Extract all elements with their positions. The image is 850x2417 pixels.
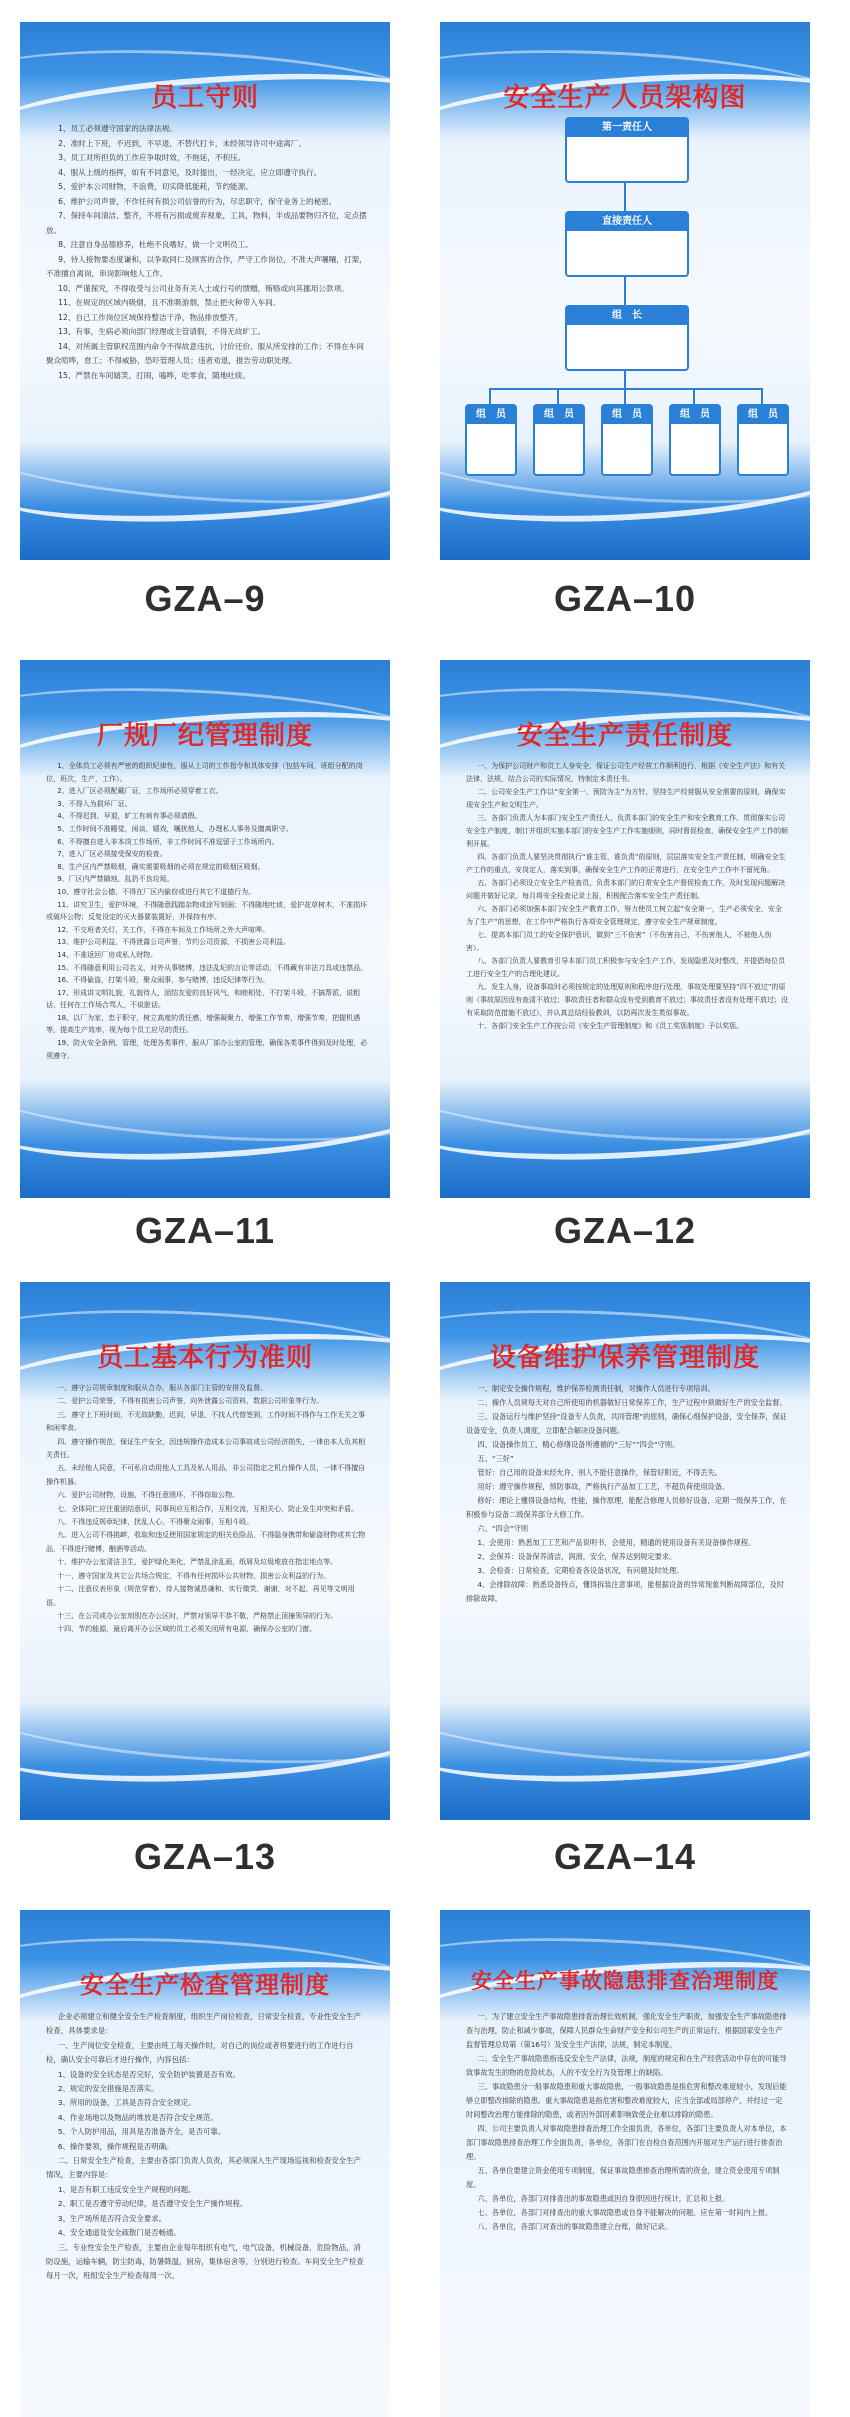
board-code: GZA–9 [144, 578, 266, 619]
org-box-level2 [565, 211, 689, 277]
org-label: 第一责任人 [567, 119, 687, 137]
body-paragraph: 五、各单位要建立资金使用专项制度，保证事故隐患排查治理所需的资金，建立资金使用专项制度。 [466, 2166, 780, 2189]
body-paragraph: 5、爱护本公司财物，不浪费，切实降低能耗，节约能源。 [58, 182, 253, 191]
body-paragraph: 4、作业场地以及物品的堆放是否符合安全规范。 [57, 2112, 218, 2122]
body-paragraph: 三、遵守上下班时间，不无故缺勤，迟到，早退，不找人代替签到，工作时间不得作与工作无关之事和闲零食。 [46, 1410, 366, 1433]
body-paragraph: 16、不得偷盗，打架斗殴，聚众闹事，参与赌博，违反纪律等行为。 [57, 976, 270, 985]
body-paragraph: 1、会使用：熟悉加工工艺和产品说明书，会使用，精通的使用设备有关设备操作规程。 [477, 1538, 756, 1547]
org-label: 组 员 [671, 406, 719, 424]
board-code: GZA–12 [553, 1210, 697, 1251]
board-code: GZA–10 [553, 578, 697, 619]
board-body [466, 1382, 788, 1750]
board-title: 安全生产检查管理制度 [80, 1971, 330, 1999]
body-paragraph: 企业必须建立和健全安全生产检查制度，组织生产岗位检查，日常安全检查，专业性安全生产检查，具体要求是： [46, 2012, 361, 2036]
body-paragraph: 十、各部门安全生产工作按公司《安全生产管理制度》和《员工奖惩制度》予以奖惩。 [477, 1022, 744, 1030]
body-paragraph: 2、规定的安全措施是否落实。 [57, 2084, 159, 2094]
body-paragraph: 六、“四会”守则 [477, 1524, 529, 1533]
body-paragraph: 2、准时上下班，不迟到，不早退，不替代打卡，未经领导许可中途离厂。 [58, 138, 306, 148]
body-paragraph: 7、保持车间清洁、整齐，不将有污损或废弃视象，工具，物料，半成品要物归齐位，定点摆放。 [46, 211, 367, 235]
body-paragraph: 15、不得随意利用公司名义，对外从事赌博，违法乱纪的言论等活动，不得藏有非法刀具或违禁品。 [57, 963, 368, 972]
body-paragraph: 6、操作要领，操作规程是否明确。 [57, 2141, 174, 2151]
body-paragraph: 七、全体同仁应注重团结意识，同事间应互相合作，互相交流，互相关心，防止发生冲突和矛盾。 [57, 1504, 359, 1513]
org-connector [624, 275, 626, 305]
board-code: GZA–14 [553, 1836, 697, 1877]
org-label: 组 员 [535, 406, 583, 424]
body-paragraph: 7、进入厂区必须接受保安的检查。 [57, 850, 167, 859]
body-paragraph: 14、对所属主管职权范围内命令不得故意违抗，讨价还价，服从所安排的工作；不得在车间聚众喧哗，怠工；不得威胁，恐吓管理人员；违者劝退，报告劳动职处理。 [46, 341, 364, 365]
org-box-member [601, 404, 653, 476]
body-paragraph: 1、是否有职工违反安全生产规程的问题。 [57, 2184, 196, 2194]
body-paragraph: 三、专业性安全生产检查，主要由企业每年组织有电气，电气设备，机械设备，危险物品，消防设施，运输车辆，防尘防毒，防暑降温，厨房，集体宿舍等，分别进行检查。车间安全生产检查每月一次，班组安全生产检查每周一次。 [46, 2242, 364, 2281]
body-paragraph: 六、各单位，各部门对排查出的事故隐患或因自身原因进行统计，汇总和上报。 [477, 2194, 730, 2203]
body-paragraph: 4、会排除故障：熟悉设备特点，懂得拆装注意事项，能根据设备的异常现象判断故障部位，及时排除故障。 [466, 1580, 784, 1603]
body-paragraph: 八、各单位，各部门对查出的事故隐患建立台账，做好记录。 [477, 2222, 672, 2231]
org-connector [693, 388, 695, 404]
body-paragraph: 一、为保护公司财产和员工人身安全，保证公司生产经营工作顺利进行，根据《安全生产法》和有关法律，法规，结合公司的实际情况，特制定本责任书。 [466, 762, 786, 783]
board-body [46, 2010, 368, 2417]
body-paragraph: 三、设备运行与维护坚持“设备专人负责，共同管理”的原则，确保心细保护设备，安全保养，保证设备安全，负责人调度，立即配合解决设备问题。 [466, 1412, 787, 1435]
body-paragraph: 四、各部门负责人要坚决贯彻执行“谁主管，谁负责”的原则，层层落实安全生产责任制，明确安全生产工作的重点，安岗定人，落实到事，确保安全生产工作的正常进行，在安全生产工作中不留死角。 [466, 853, 786, 874]
org-connector [624, 369, 626, 389]
body-paragraph: 八、不得违反规章纪律，扰乱人心，不得聚众闹事，互相斗殴。 [57, 1518, 254, 1527]
body-paragraph: 4、不得迟到，早退，旷工有病有事必须请假。 [57, 812, 202, 821]
body-paragraph: 4、服从上级的指挥，如有不同意见，及时提出，一经决定，应立即遵守执行。 [58, 167, 322, 177]
body-paragraph: 九、进入公司不得挑衅，收取和违反使用国家规定的相关危险品，不得隐身携带和偷盗财物或其它物品，不得进行赌博，酗酒等活动。 [46, 1531, 366, 1553]
org-chart [440, 117, 810, 477]
board-gza-13 [20, 1282, 390, 1820]
org-box-level3 [565, 305, 689, 371]
body-paragraph: 2、进入厂区必须配戴厂证，工作场所必须穿着工衣。 [57, 787, 223, 796]
body-paragraph: 九、发生人身，设备事故时必须按规定的处理原则和程序进行处理，事故处理要坚持“四不放过”的原则（事故原因没有查清不放过；事故责任者和群众没有受到教育不放过；事故责任者没有处理不放过；没有采取防范措施不放过），并认真总结经验教训，以防再次发生类似事故。 [466, 983, 788, 1017]
body-paragraph: 十二、注意仪表形象（规范穿着），待人接物诚恳谦和，实行微笑，谢谢，对不起，再见等文明用语。 [46, 1585, 355, 1607]
body-paragraph: 3、会检查：日常检查，定期检查各设备状况，有问题及时处理。 [477, 1566, 684, 1575]
body-paragraph: 三、各部门负责人为本部门安全生产责任人，负责本部门的安全生产和安全教育工作，贯彻落实公司安全生产制度，制订并组织实施本部门的安全生产工作实施细则，同时督促检查，确保安全生产工作的顺利开展。 [466, 814, 788, 848]
body-paragraph: 2、职工是否遵守劳动纪律，是否遵守安全生产操作规程。 [57, 2199, 248, 2209]
board-body [46, 1382, 368, 1750]
body-paragraph: 1、设备的安全状态是否完好，安全防护装置是否有效。 [57, 2069, 240, 2079]
body-paragraph: 五、未经他人同意，不可私自动用他人工具及私人用品，非公司指定之机台操作人员，一律不得擅自操作机器。 [46, 1464, 366, 1486]
org-label: 组 员 [739, 406, 787, 424]
board-title: 安全生产人员架构图 [503, 83, 747, 113]
body-paragraph: 一、生产岗位安全检查，主要由班工每天操作时，对自己的岗位或者将要进行的工作进行自检，确认安全可靠后才进行操作，内容包括： [46, 2040, 354, 2065]
body-paragraph: 1、员工必须遵守国家的法律法规。 [58, 124, 177, 133]
body-paragraph: 八、各部门负责人要教育引导本部门员工积极参与安全生产工作，发现隐患及时整改，并提倡每位员工进行安全生产的合理化建议。 [466, 957, 786, 978]
body-paragraph: 8、生产区内严禁吸烟，确实需要吸烟的必须在规定的吸烟区吸烟。 [57, 862, 265, 871]
body-paragraph: 11、在规定的区域内吸烟，且不准吸游烟，禁止把火种带入车间。 [58, 298, 281, 307]
body-paragraph: 1、全体员工必须有严密的组织纪律性，服从上司的工作指令和具体安排（包括车间，班组分配的岗位，班次，生产，工作）。 [46, 762, 363, 783]
org-connector [761, 388, 763, 404]
org-connector [489, 388, 763, 390]
body-paragraph: 七、提高本部门员工的安全保护意识，做到“三不伤害”（不伤害自己，不伤害他人，不被他人伤害）。 [466, 931, 772, 952]
org-label: 组 员 [603, 406, 651, 424]
body-paragraph: 七、各单位，各部门对排查出的重大事故隐患或自身不能解决的问题，应在第一时间内上报。 [477, 2208, 773, 2217]
body-paragraph: 5、工作时间不准睡觉，闲谈，嬉戏，嚷扰他人，办理私人事务及擅离职守。 [57, 824, 293, 833]
board-title: 厂规厂纪管理制度 [96, 721, 313, 751]
board-body [466, 760, 788, 1128]
board-hazard [440, 1910, 810, 2417]
body-paragraph: 10、遵守社会公德，不得在厂区内偷窃或进行其它不道德行为。 [57, 887, 256, 896]
body-paragraph: 一、制定安全操作规程，维护保养检测责任制，对操作人员进行专项培训。 [477, 1384, 715, 1393]
body-paragraph: 6、不得擅自进入非本岗工作场所，非工作时间不准逗留于工作场所内。 [57, 837, 279, 846]
org-box-member [465, 404, 517, 476]
body-paragraph: 五、“三好” [477, 1454, 514, 1463]
body-paragraph: 13、有事，生病必须向部门经理或主管请假，不得无故旷工。 [58, 327, 266, 336]
org-box-member [533, 404, 585, 476]
body-paragraph: 十、维护办公室清洁卫生，爱护绿化美化，严禁乱涂乱画，纸屑及垃圾堆放在指定地点等。 [57, 1558, 338, 1567]
body-paragraph: 2、会保养：设备保养清洁，润滑，安全，保养达到规定要求。 [477, 1552, 677, 1561]
org-connector [489, 388, 491, 404]
org-box-level1 [565, 117, 689, 183]
body-paragraph: 3、生产场所是否符合安全要求。 [57, 2213, 167, 2223]
board-title: 安全生产事故隐患排查治理制度 [471, 1969, 779, 1993]
body-paragraph: 十三、在公司或办公室刻别在办公区时，严禁对领导不恭不敬，严格禁止顶撞领导的行为。 [57, 1611, 338, 1620]
body-paragraph: 十一、遵守国家及其它公共场合规定，不得有任何损坏公共财物，损害公众利益的行为。 [57, 1571, 331, 1580]
body-paragraph: 六、爱护公司财物，设施，不得任意毁坏，不得窃取公物。 [57, 1491, 240, 1500]
body-paragraph: 14、不准返回厂房或私人财物。 [57, 950, 158, 959]
body-paragraph: 三、事故隐患分一般事故隐患和重大事故隐患，一般事故隐患是指危害和整改难度较小，发现后能够立即整改排除的隐患。重大事故隐患是指危害和整改难度较大，应当全部或局部停产，并经过一定时间整改治理方能排除的隐患，或者因外部因素影响致使企业难以排除的隐患。 [466, 2082, 787, 2119]
body-paragraph: 二、日常安全生产检查，主要由各部门负责人负责，其必须深入生产现场巡视和检查安全生产情况，主要内容是： [46, 2156, 361, 2180]
body-paragraph: 修好：理论上懂得设备结构，性能，操作原理，能配合修理人员修好设备，定期一级保养工作，在积极参与设备二级保养部分大修工作。 [466, 1496, 787, 1519]
board-inspection [20, 1910, 390, 2417]
body-paragraph: 8、注意自身品德修养，杜绝不良嗜好，做一个文明员工。 [58, 240, 253, 249]
body-paragraph: 二、公司安全生产工作以“安全第一，预防为主”为方针，坚持生产经营服从安全需要的原则，确保实现安全生产和文明生产。 [466, 788, 786, 809]
body-paragraph: 一、为了建立安全生产事故隐患排查治理长效机制，强化安全生产职责，加强安全生产事故隐患排查与治理，防止和减少事故，保障人民群众生命财产安全和公司生产的正常运行，根据国家安全生产监督管理总局第（第16号）及安全生产法律，法规，制定本制度。 [466, 2012, 787, 2049]
org-box-member [737, 404, 789, 476]
board-gza-10 [440, 22, 810, 560]
board-body [46, 122, 368, 490]
org-label: 组 长 [567, 307, 687, 325]
board-title: 员工基本行为准则 [96, 1343, 313, 1373]
body-paragraph: 二、操作人员须每天对自己所使用的机器做好日常保养工作，生产过程中须做好生产的安全监督。 [477, 1398, 787, 1407]
body-paragraph: 管好：自己用的设备未经允许，别人不能任意操作，保管好附近，不得丢失。 [477, 1468, 722, 1477]
org-connector [624, 388, 626, 404]
body-paragraph: 11、讲究卫生，爱护环境，不得随意践踏杂物或涂写刻画；不得随地吐痰，爱护花草树木，不准损坏或破坏公物；反复设定的灭火器要装置好，并保持有序。 [46, 900, 368, 922]
org-label: 组 员 [467, 406, 515, 424]
org-connector [557, 388, 559, 404]
board-body [466, 2010, 788, 2417]
body-paragraph: 9、待人接物要态度谦和，以争取同仁及顾客的合作，严守工作岗位，不准大声嚷嚷，打架，不准擅自离岗，串岗影响他人工作。 [46, 254, 367, 278]
body-paragraph: 六、各部门必须加强本部门安全生产教育工作，努力使员工树立起“安全第一，生产必须安全，安全为了生产”的思想，在工作中严格执行各项安全管理规定，遵守安全生产规章制度。 [466, 905, 782, 926]
body-paragraph: 3、员工对所担负的工作应争取时效，不拖延，不积压。 [58, 153, 246, 162]
board-gza-11 [20, 660, 390, 1198]
body-paragraph: 6、维护公司声誉，不作任何有损公司信誉的行为，尽忠职守，保守业务上的秘密。 [58, 196, 337, 206]
body-paragraph: 一、遵守公司规章制度和服从合办，服从各部门主管的安排及监督。 [57, 1384, 268, 1392]
body-paragraph: 5、个人防护用品，用具是否准备齐全，是否可靠。 [57, 2127, 226, 2137]
body-paragraph: 19、防火安全条例，管理，处理各类事件，服从厂部办公室的管理，确保各类事件得到及时处理，必须遵守。 [46, 1039, 368, 1060]
body-paragraph: 10、严谨探究，不得收受与公司业务有关人士或行号的馈赠，贿赂或向其挪用公款项。 [58, 283, 349, 293]
board-gza-9 [20, 22, 390, 560]
board-body [46, 760, 368, 1128]
body-paragraph: 四、公司主要负责人对事故隐患排查治理工作全面负责，各单位，各部门主要负责人对本单位，本部门事故隐患排查治理工作全面负责，各单位，各部门在自检自查范围内开展对生产运行进行排查治理。 [466, 2124, 787, 2161]
body-paragraph: 十四、节约能源，最后离开办公区域的员工必须关闭所有电源，确保办公室的门窗。 [57, 1625, 317, 1634]
body-paragraph: 四、遵守操作规范，保证生产安全，因违规操作造成本公司事故或公司经济损失，一律由本人负其相关责任。 [46, 1437, 366, 1460]
body-paragraph: 4、安全通道及安全疏散门是否畅通。 [57, 2228, 181, 2238]
body-paragraph: 17、形成讲文明礼貌，礼貌待人，团结友爱的良好风气，和睦相处，不打架斗殴，不搞帮派，说粗话，任何在工作场合骂人，不说脏话。 [46, 988, 361, 1010]
board-title: 设备维护保养管理制度 [489, 1343, 760, 1373]
org-label: 直接责任人 [567, 213, 687, 231]
body-paragraph: 15、严禁在车间嬉笑，打闹，嗑哗，吃零食，随地吐痰。 [58, 370, 251, 380]
org-box-member [669, 404, 721, 476]
board-title: 员工守则 [150, 83, 259, 113]
body-paragraph: 四、设备操作员工，精心修缮设备所遵循的“三好”“四会”守则。 [477, 1440, 680, 1449]
board-title: 安全生产责任制度 [516, 721, 733, 751]
body-paragraph: 3、不得入为损坏厂证。 [57, 799, 132, 808]
body-paragraph: 五、各部门必须设立安全生产检查员，负责本部门的日常安全生产督促检查工作，及时发现问题解决问题并做好记录，每月将安全检查记录上报，积极配合落实安全生产责任制。 [466, 879, 786, 900]
body-paragraph: 13、维护公司利益，不得泄露公司声誉，节约公司资源，不损害公司利益。 [57, 938, 291, 947]
board-code: GZA–13 [133, 1836, 277, 1877]
body-paragraph: 用好：遵守操作规程，预防事故，严格执行产品加工工艺，不超负荷使用设备。 [477, 1482, 730, 1491]
body-paragraph: 二、安全生产事故隐患指违反安全生产法律，法规，制度的规定和在生产经营活动中存在的可能导致事故发生的物的危险状态，人的不安全行为及管理上的缺陷。 [466, 2054, 787, 2077]
body-paragraph: 9、厂区内严禁随地，乱扔不良垃圾。 [57, 875, 174, 884]
body-paragraph: 3、所用的设备，工具是否符合安全规定。 [57, 2098, 196, 2108]
board-code: GZA–11 [134, 1210, 276, 1251]
board-gza-12 [440, 660, 810, 1198]
body-paragraph: 12、不交班者关灯，关工作，不得在车间及工作场所之外大声喧哗。 [57, 925, 270, 934]
body-paragraph: 12、自己工作岗位区域保持整洁干净，物品排放整齐。 [58, 312, 243, 322]
body-paragraph: 18、以厂为家，忠于职守，树立高度的责任感，增强凝聚力，增强工作节奏，增强节奏，把握机遇等，提高生产效率，视为每个员工应尽的责任。 [46, 1013, 361, 1035]
board-gza-14 [440, 1282, 810, 1820]
body-paragraph: 二、爱护公司荣誉，不得有损害公司声誉，向外泄露公司资料，数据公司形象等行为。 [57, 1397, 324, 1406]
org-connector [624, 181, 626, 211]
